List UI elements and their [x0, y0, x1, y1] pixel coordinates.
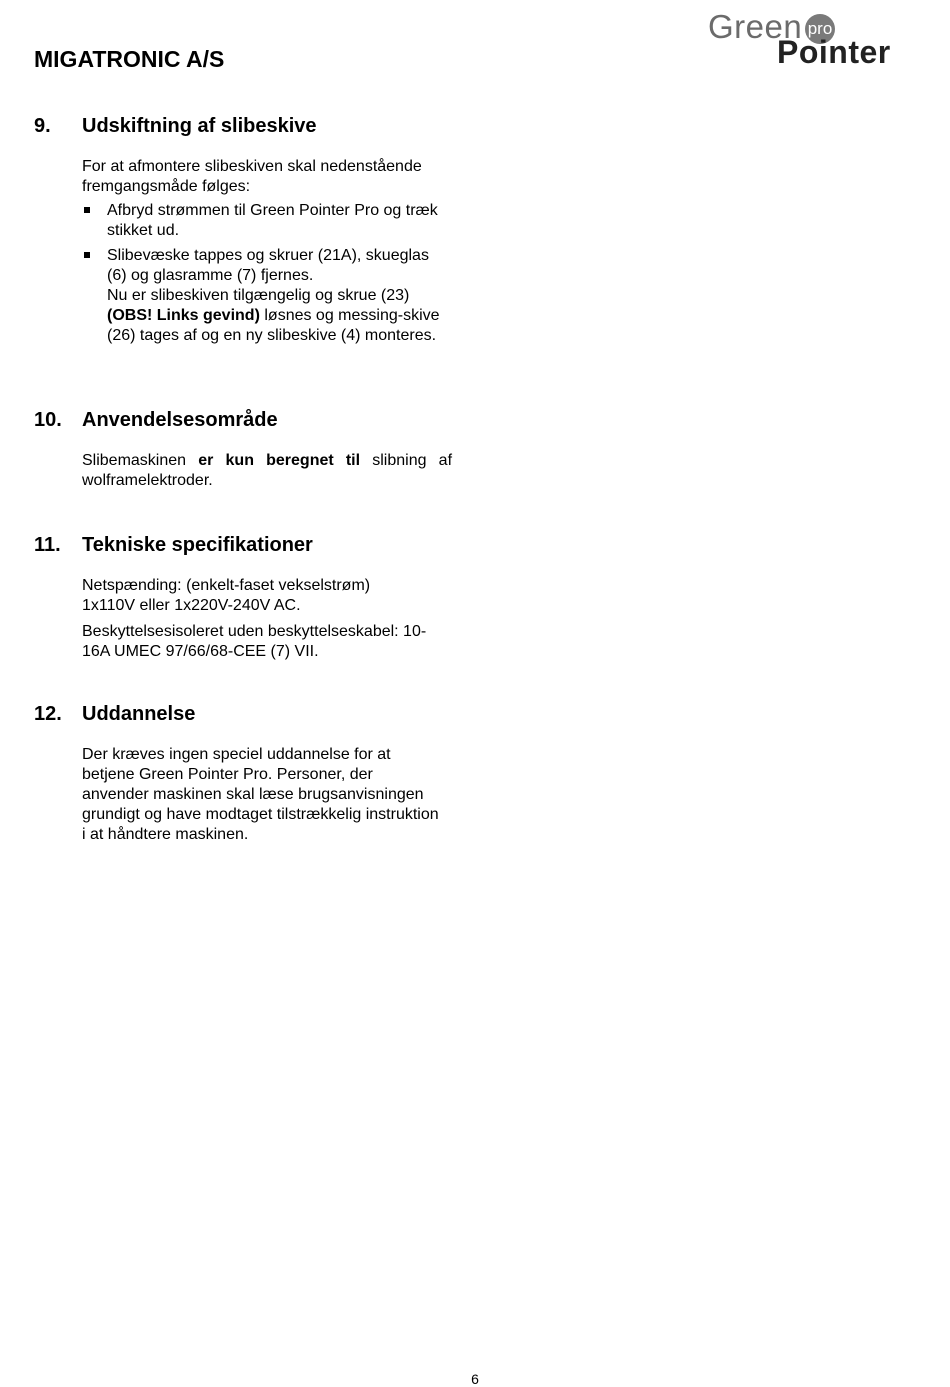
square-bullet-icon	[84, 252, 90, 258]
section-heading	[34, 409, 454, 435]
section-number: 11.	[34, 534, 61, 556]
warning-text: (OBS! Links gevind)	[107, 307, 260, 324]
intro-paragraph: For at afmontere slibeskiven skal nedenstående fremgangsmåde følges:	[82, 158, 422, 195]
usage-text-start: Slibemaskinen	[82, 452, 187, 469]
section-body	[82, 576, 452, 662]
logo-pro-badge: pro	[805, 14, 835, 44]
continuation-text: Nu er slibeskiven tilgængelig og skrue (23)	[107, 287, 410, 304]
continuation-text-end: løsnes og messing-skive (26) tages af og en ny slibeskive (4) monteres.	[107, 307, 440, 344]
square-bullet-icon	[84, 207, 90, 213]
list-item-text: Afbryd strømmen til Green Pointer Pro og træk stikket ud.	[107, 202, 438, 239]
section-body	[82, 451, 452, 491]
section-number: 9.	[34, 115, 51, 137]
section-heading	[34, 703, 454, 729]
page-number: 6	[471, 1371, 479, 1387]
list-item	[82, 246, 452, 346]
training-paragraph: Der kræves ingen speciel uddannelse for at betjene Green Pointer Pro. Personer, der anvender maskinen skal læse brugsanvisningen grundigt og have modtaget tilstrækkelig instruktion i at håndtere maskinen.	[82, 746, 439, 843]
insulation-paragraph: Beskyttelsesisoleret uden beskyttelseskabel: 10-16A UMEC 97/66/68-CEE (7) VII.	[82, 623, 427, 660]
section-title: Tekniske specifikationer	[82, 534, 313, 556]
voltage-paragraph: Netspænding: (enkelt-faset vekselstrøm) 1x110V eller 1x220V-240V AC.	[82, 577, 371, 614]
section-heading	[34, 115, 454, 141]
bullet-list	[82, 201, 452, 346]
company-name: MIGATRONIC A/S	[34, 46, 225, 72]
usage-paragraph	[82, 451, 452, 491]
section-heading	[34, 534, 454, 560]
section-number: 12.	[34, 703, 62, 725]
section-9	[34, 115, 454, 346]
section-title: Udskiftning af slibeskive	[82, 115, 317, 137]
green-pointer-pro-logo	[708, 8, 898, 70]
section-title: Anvendelsesområde	[82, 409, 278, 431]
section-10	[34, 409, 454, 491]
section-body	[82, 745, 452, 845]
section-title: Uddannelse	[82, 703, 196, 725]
usage-text-bold: er kun beregnet til	[198, 452, 361, 469]
list-item-text: Slibevæske tappes og skruer (21A), skueglas (6) og glasramme (7) fjernes.	[107, 247, 429, 284]
section-body	[82, 157, 452, 346]
logo-green-text: Green	[708, 8, 803, 45]
list-item	[82, 201, 452, 241]
section-number: 10.	[34, 409, 62, 431]
logo-pointer-text: Pointer	[777, 34, 891, 70]
usage-text-end: slibning af wolframelektroder.	[82, 452, 453, 489]
section-12	[34, 703, 454, 845]
section-11	[34, 534, 454, 662]
